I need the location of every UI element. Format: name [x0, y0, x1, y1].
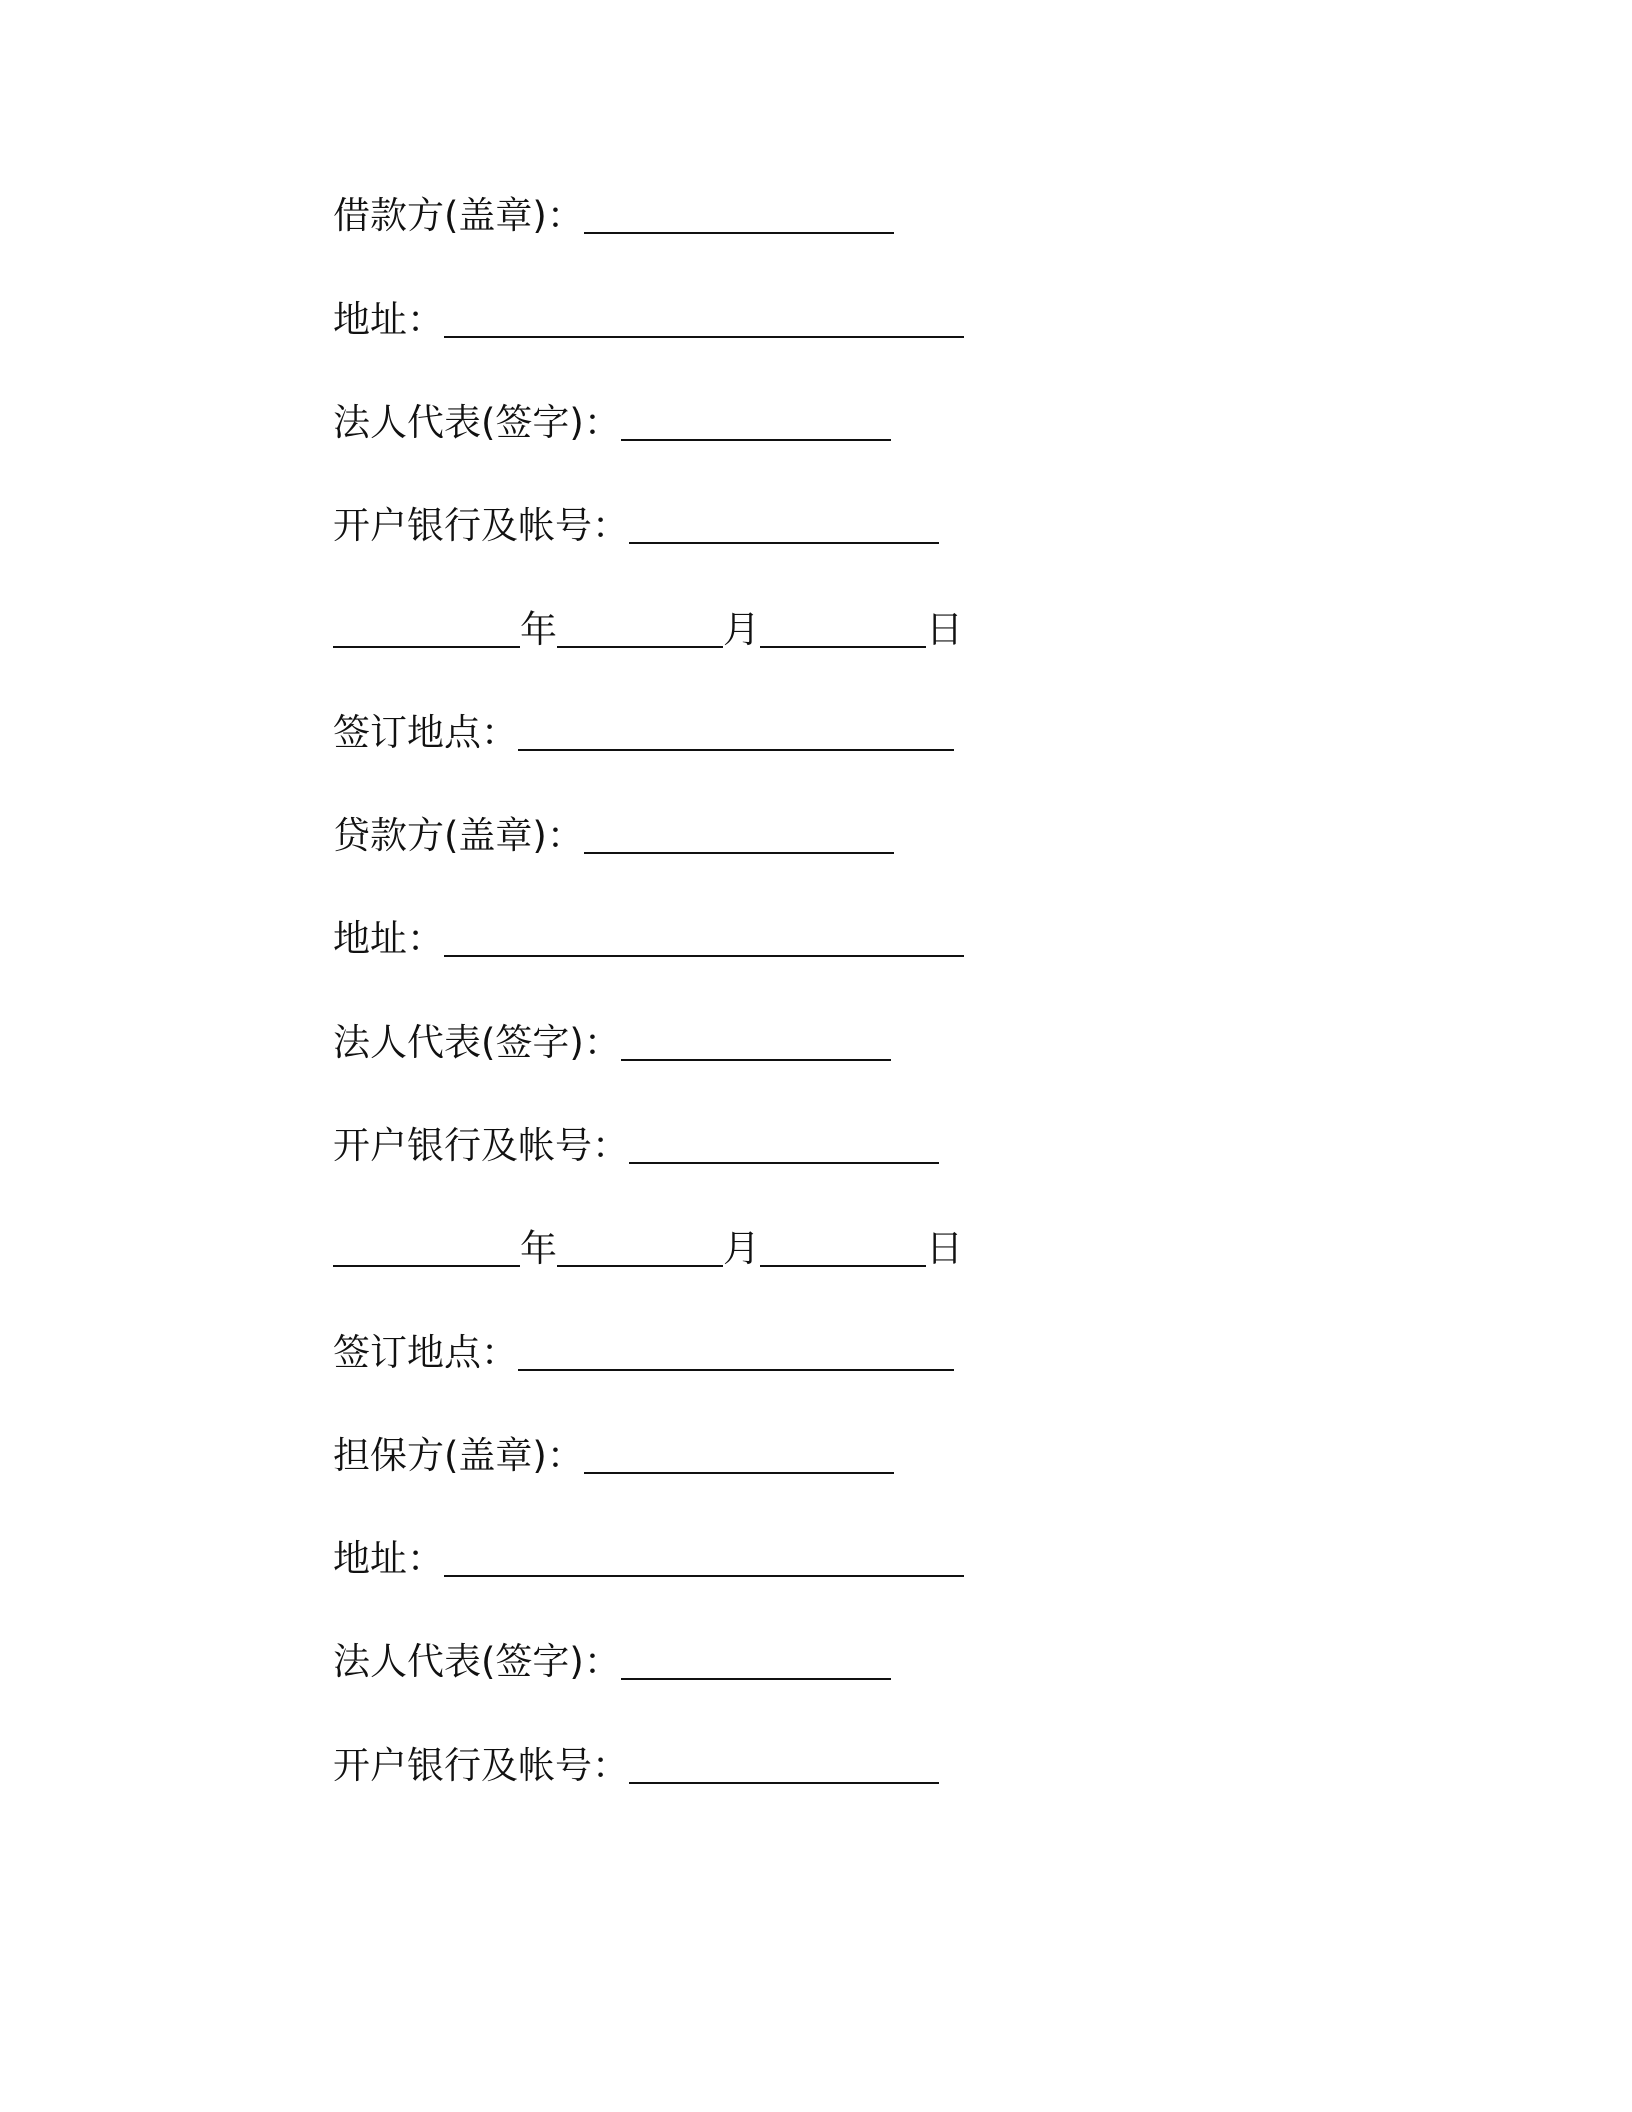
borrower-rep-label: 法人代表(签字)：: [333, 401, 621, 444]
year-field-2[interactable]: [333, 1231, 520, 1267]
month-field-2[interactable]: [557, 1231, 723, 1267]
place-field-1[interactable]: [518, 715, 954, 751]
lender-address-field[interactable]: [444, 921, 964, 957]
date-line-1: [333, 604, 963, 656]
day-unit-2: 日: [926, 1227, 963, 1270]
guarantor-address-field[interactable]: [444, 1541, 964, 1577]
guarantor-bank-label: 开户银行及帐号：: [333, 1744, 629, 1787]
borrower-address-label: 地址：: [333, 298, 444, 341]
borrower-party-line: [333, 190, 894, 242]
year-unit-1: 年: [520, 608, 557, 651]
lender-party-line: [333, 810, 894, 862]
borrower-party-field[interactable]: [584, 198, 894, 234]
borrower-address-line: [333, 294, 964, 346]
date-line-2: [333, 1223, 963, 1275]
year-field-1[interactable]: [333, 612, 520, 648]
place-field-2[interactable]: [518, 1335, 954, 1371]
lender-bank-label: 开户银行及帐号：: [333, 1124, 629, 1167]
guarantor-rep-field[interactable]: [621, 1644, 891, 1680]
lender-party-field[interactable]: [584, 818, 894, 854]
day-field-2[interactable]: [760, 1231, 926, 1267]
borrower-party-label: 借款方(盖章)：: [333, 194, 584, 237]
guarantor-party-label: 担保方(盖章)：: [333, 1434, 584, 1477]
borrower-rep-field[interactable]: [621, 405, 891, 441]
borrower-bank-field[interactable]: [629, 508, 939, 544]
guarantor-address-line: [333, 1533, 964, 1585]
lender-address-label: 地址：: [333, 917, 444, 960]
month-unit-1: 月: [723, 608, 760, 651]
day-field-1[interactable]: [760, 612, 926, 648]
borrower-rep-line: [333, 397, 891, 449]
lender-rep-field[interactable]: [621, 1025, 891, 1061]
lender-rep-line: [333, 1017, 891, 1069]
guarantor-rep-line: [333, 1636, 891, 1688]
lender-party-label: 贷款方(盖章)：: [333, 814, 584, 857]
place-line-1: [333, 707, 954, 759]
day-unit-1: 日: [926, 608, 963, 651]
borrower-bank-label: 开户银行及帐号：: [333, 504, 629, 547]
month-unit-2: 月: [723, 1227, 760, 1270]
month-field-1[interactable]: [557, 612, 723, 648]
guarantor-party-line: [333, 1430, 894, 1482]
guarantor-bank-line: [333, 1740, 939, 1792]
guarantor-rep-label: 法人代表(签字)：: [333, 1640, 621, 1683]
lender-bank-line: [333, 1120, 939, 1172]
place-line-2: [333, 1327, 954, 1379]
lender-bank-field[interactable]: [629, 1128, 939, 1164]
year-unit-2: 年: [520, 1227, 557, 1270]
guarantor-address-label: 地址：: [333, 1537, 444, 1580]
guarantor-party-field[interactable]: [584, 1438, 894, 1474]
guarantor-bank-field[interactable]: [629, 1748, 939, 1784]
lender-rep-label: 法人代表(签字)：: [333, 1021, 621, 1064]
borrower-bank-line: [333, 500, 939, 552]
lender-address-line: [333, 913, 964, 965]
place-label-1: 签订地点：: [333, 711, 518, 754]
place-label-2: 签订地点：: [333, 1331, 518, 1374]
borrower-address-field[interactable]: [444, 302, 964, 338]
